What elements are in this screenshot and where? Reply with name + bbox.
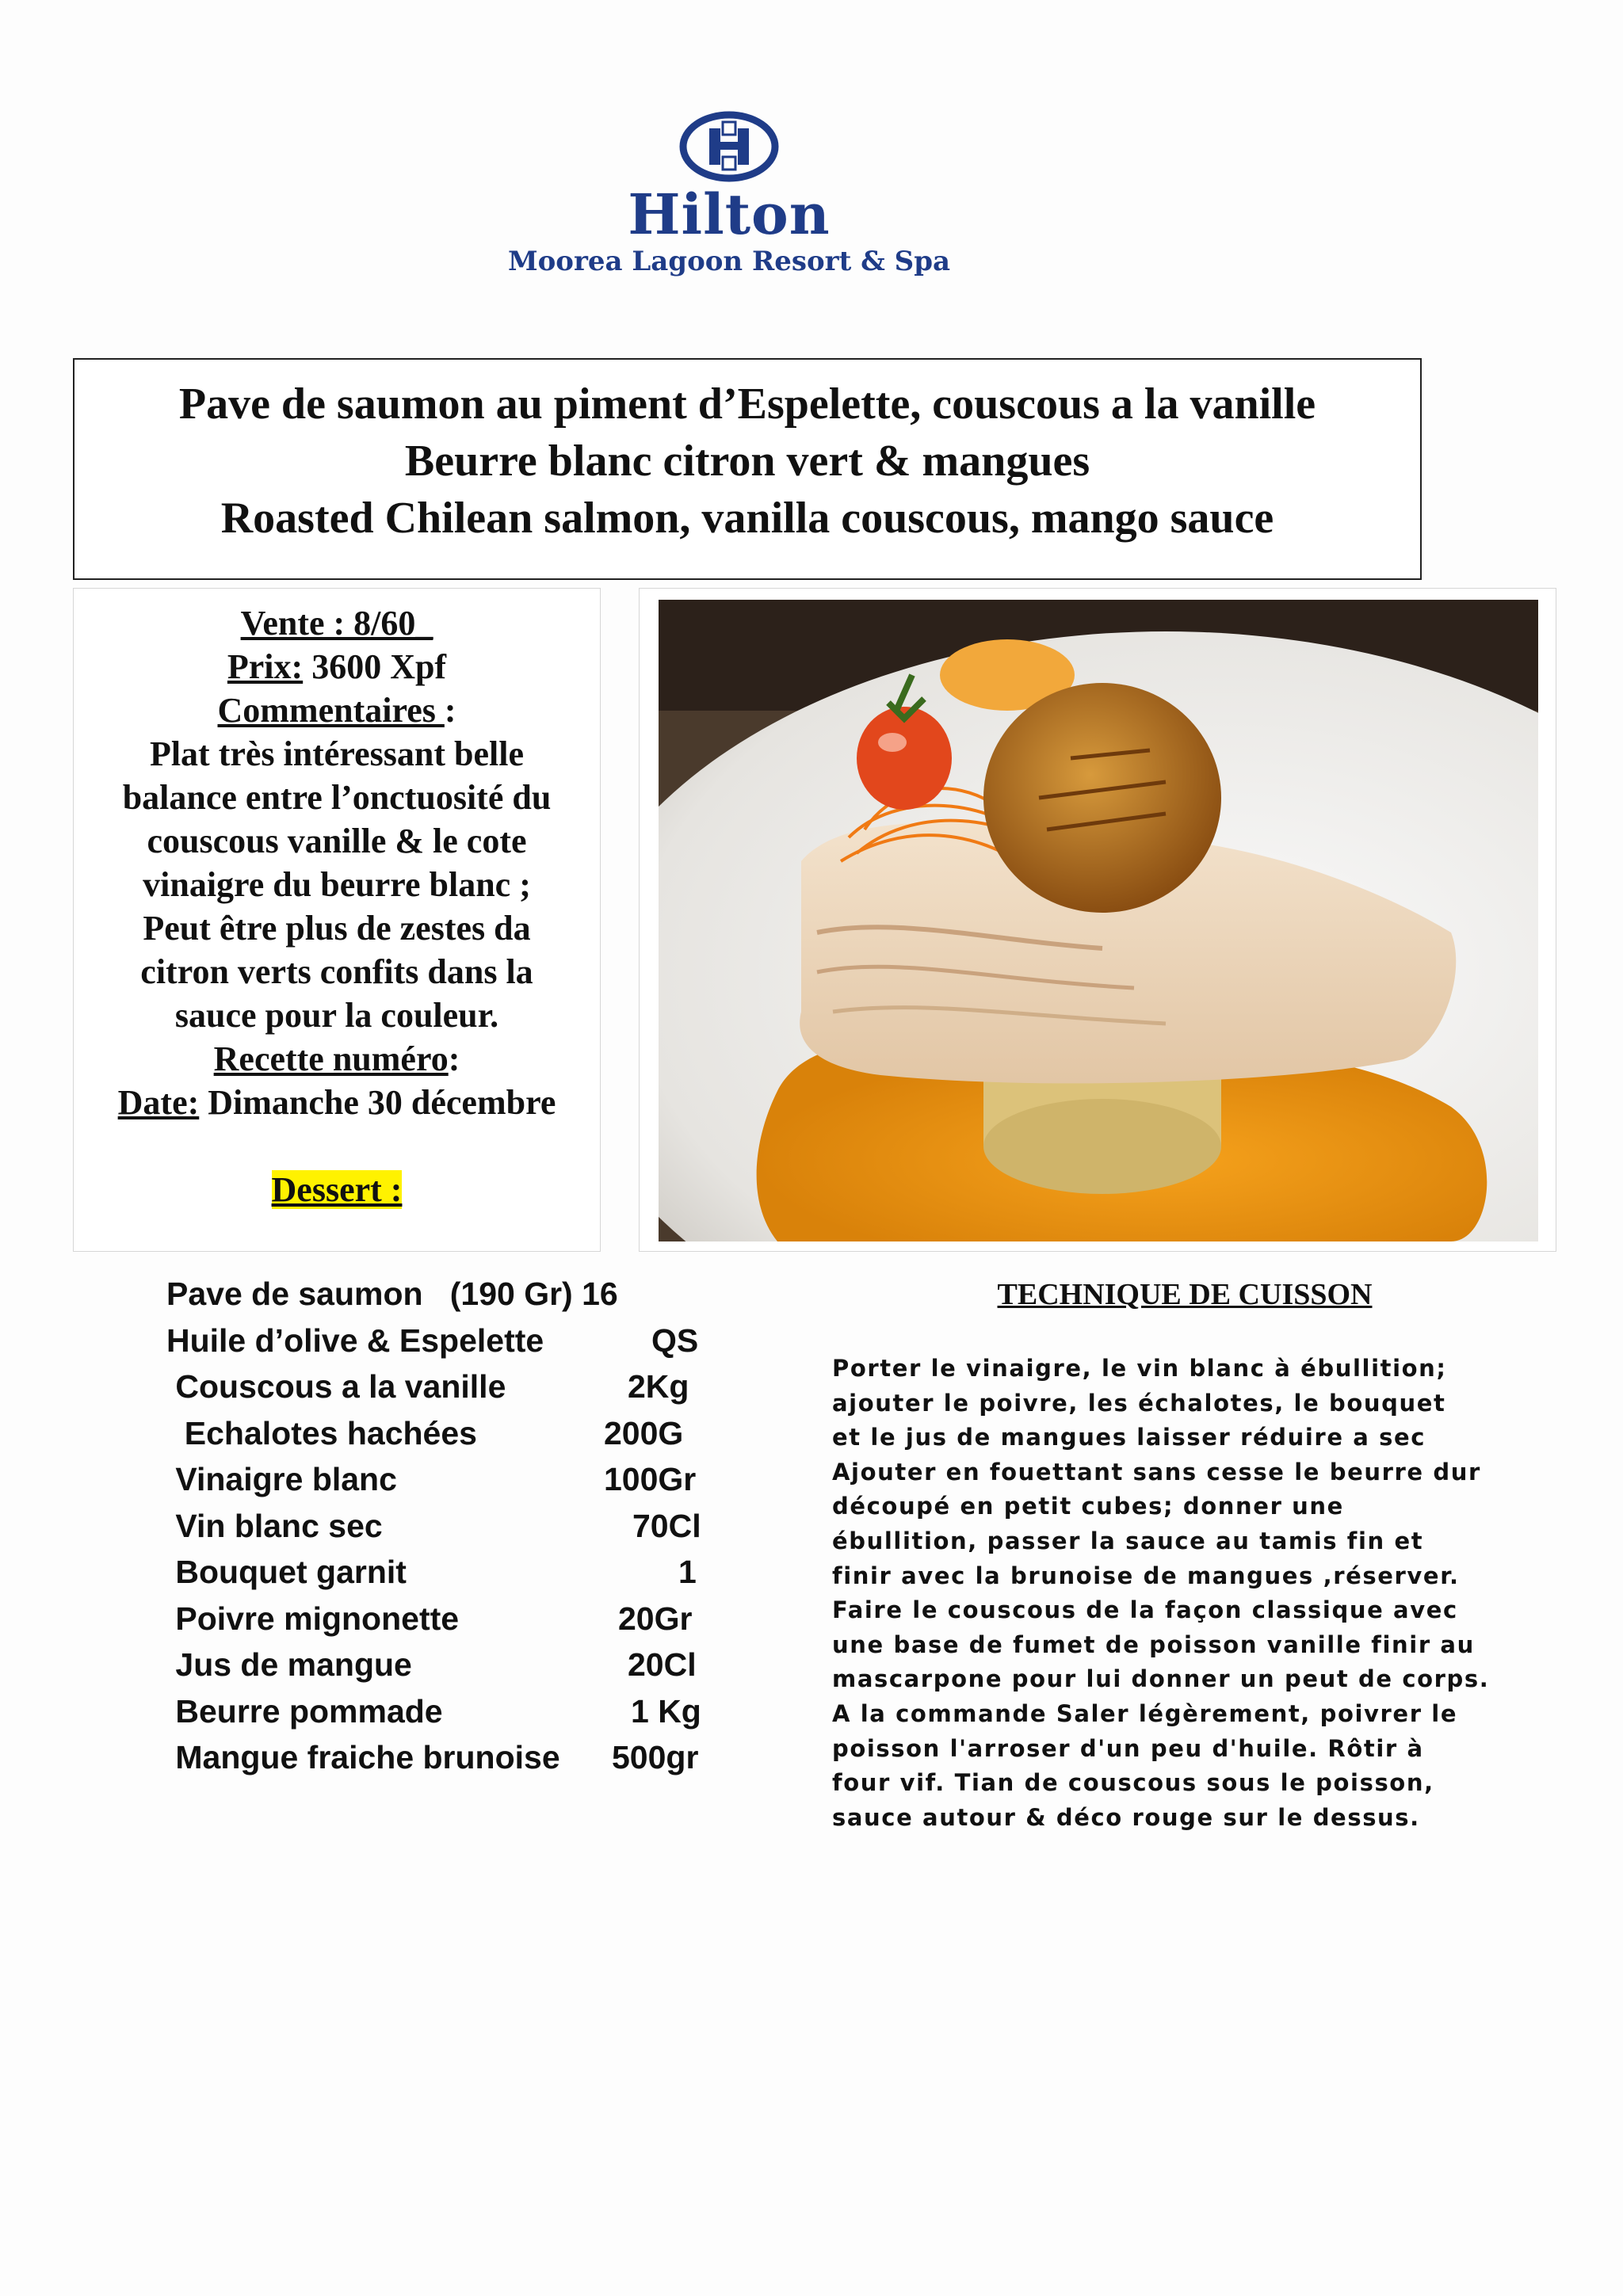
ingredients-list <box>166 1276 737 1786</box>
date-row <box>74 1081 600 1124</box>
ingredient-qty: 1 <box>678 1554 697 1590</box>
price-label: Prix: <box>227 647 304 686</box>
ingredient-row <box>166 1368 737 1415</box>
ingredient-row <box>166 1693 737 1740</box>
comment-line: couscous vanille & le cote <box>147 822 527 860</box>
ingredient-name: Poivre mignonette <box>166 1600 460 1637</box>
price-value: 3600 Xpf <box>303 647 447 686</box>
ingredient-name: Pave de saumon (190 Gr) 16 <box>166 1276 618 1312</box>
ingredient-qty: 1 Kg <box>631 1692 701 1730</box>
recipe-title-box <box>73 358 1422 580</box>
ingredient-name: Huile d’olive & Espelette <box>166 1322 544 1359</box>
brand-name: Hilton <box>628 181 831 247</box>
ingredient-qty: QS <box>651 1322 699 1359</box>
technique-text: Porter le vinaigre, le vin blanc à ébullition; ajouter le poivre, les échalotes, le bouquet et le jus de mangues laisser réduire a sec Ajouter en fouettant sans cesse le beurre dur découpé en petit cubes; donner une ébullition, passer la sauce au tamis fin et finir avec la brunoise de mangues ,réserver. Faire le couscous de la façon classique avec une base de fumet de poisson vanille finir au mascarpone pour lui donner un peut de corps. A la commande Saler légèrement, poivrer le poisson l'arroser d'un peu d'huile. Rôtir à four vif. Tian de couscous sous le poisson, sauce autour & déco rouge sur le dessus. <box>832 1355 1490 1831</box>
ingredient-row <box>166 1415 737 1462</box>
ingredient-row <box>166 1646 737 1693</box>
ingredient-row <box>166 1461 737 1508</box>
recipe-number-row <box>74 1037 600 1081</box>
ingredient-name: Vin blanc sec <box>166 1507 383 1544</box>
date-value: Dimanche 30 décembre <box>199 1083 556 1122</box>
ingredient-qty: 20Gr <box>618 1600 693 1637</box>
ingredient-row <box>166 1554 737 1600</box>
comment-line: balance entre l’onctuosité du <box>122 778 552 817</box>
ingredient-qty: 20Cl <box>628 1646 697 1683</box>
ingredient-qty: 500gr <box>612 1739 699 1775</box>
technique-heading: TECHNIQUE DE CUISSON <box>997 1278 1373 1311</box>
comments-label: Commentaires <box>217 691 445 730</box>
ingredient-name: Mangue fraiche brunoise <box>166 1739 560 1775</box>
ingredient-row <box>166 1508 737 1554</box>
comments-heading <box>74 688 600 732</box>
ingredient-row <box>166 1600 737 1647</box>
info-panel <box>73 588 601 1252</box>
hilton-logo-icon <box>678 111 781 182</box>
ingredient-qty: 70Cl <box>632 1507 701 1544</box>
dessert-label: Dessert : <box>271 1170 403 1209</box>
vente-label: Vente : 8/60_ <box>240 604 433 643</box>
comment-line: sauce pour la couleur. <box>174 996 499 1035</box>
comment-line: vinaigre du beurre blanc ; <box>143 865 531 904</box>
photo-frame <box>639 588 1556 1252</box>
ingredient-row <box>166 1739 737 1786</box>
hilton-logo <box>507 111 951 293</box>
ingredient-name: Bouquet garnit <box>166 1554 407 1590</box>
recipe-number-suffix: : <box>448 1039 460 1078</box>
ingredient-name: Couscous a la vanille <box>166 1368 506 1405</box>
brand-subtitle: Moorea Lagoon Resort & Spa <box>507 246 951 277</box>
price-row <box>74 645 600 688</box>
date-label: Date: <box>117 1083 200 1122</box>
ingredient-qty: 100Gr <box>604 1461 697 1497</box>
title-line-french: Pave de saumon au piment d’Espelette, couscous a la vanille <box>178 379 1316 429</box>
ingredient-row <box>166 1322 737 1369</box>
ingredient-name: Jus de mangue <box>166 1646 412 1683</box>
ingredient-qty: 2Kg <box>628 1368 689 1405</box>
title-line-english: Roasted Chilean salmon, vanilla couscous, mango sauce <box>220 494 1274 543</box>
ingredient-qty: 200G <box>604 1414 684 1451</box>
ingredient-name: Echalotes hachées <box>166 1414 477 1451</box>
comment-line: Peut être plus de zestes da <box>143 909 531 948</box>
comment-line: citron verts confits dans la <box>140 952 533 991</box>
comments-suffix: : <box>444 691 456 730</box>
title-line-sauce: Beurre blanc citron vert & mangues <box>404 437 1090 486</box>
recipe-number-label: Recette numéro <box>213 1039 449 1078</box>
comment-line: Plat très intéressant belle <box>149 734 525 773</box>
salmon-plate-photo <box>659 600 1538 1241</box>
ingredient-name: Beurre pommade <box>166 1692 443 1730</box>
ingredient-name: Vinaigre blanc <box>166 1461 397 1497</box>
dessert-row <box>74 1168 600 1211</box>
ingredient-row <box>166 1276 737 1322</box>
